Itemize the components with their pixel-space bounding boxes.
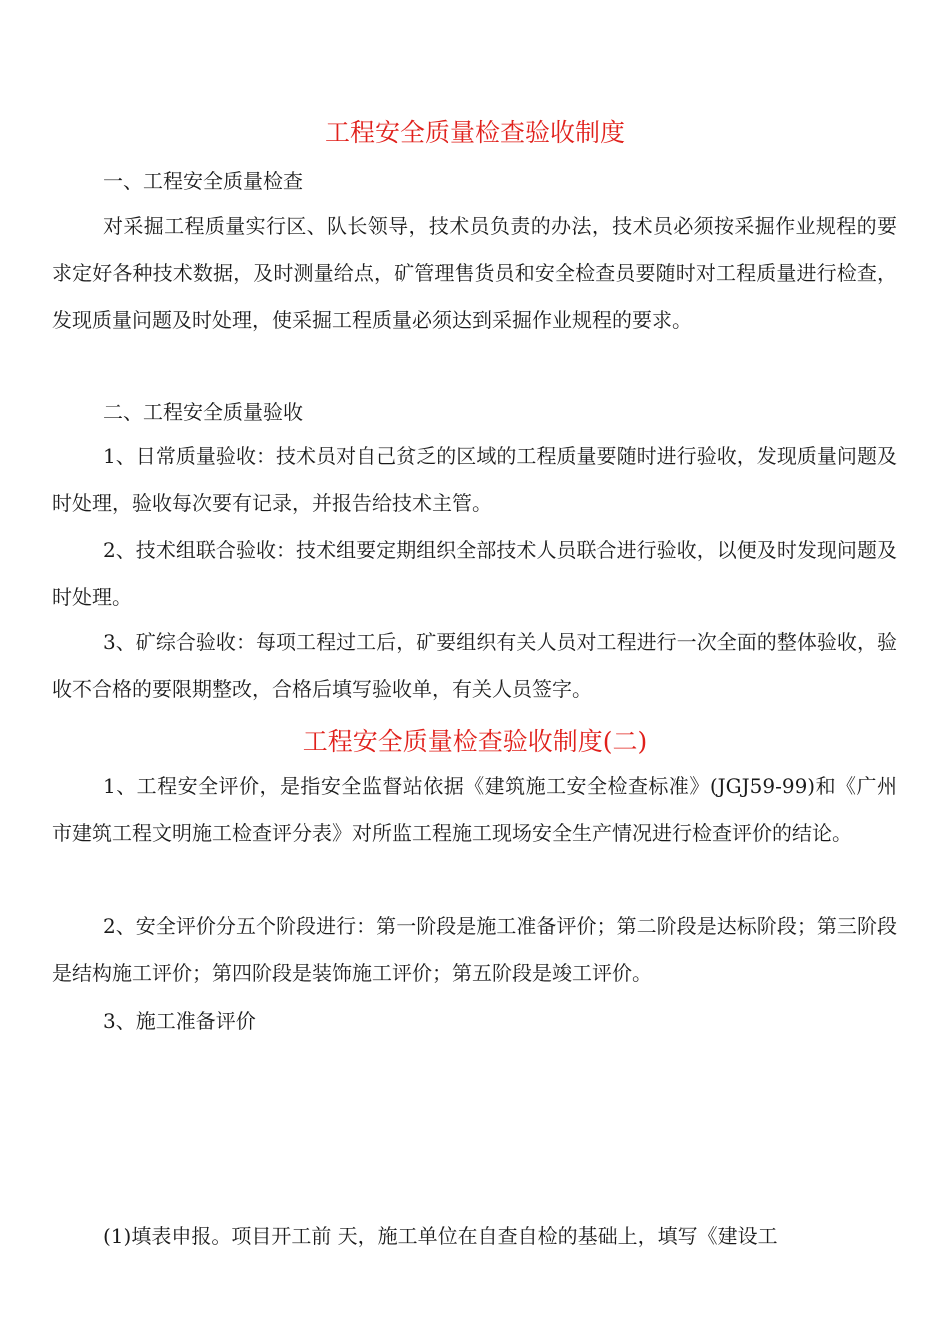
section-heading-acceptance: 二、工程安全质量验收 bbox=[103, 400, 303, 424]
document-title-part-two: 工程安全质量检查验收制度(二) bbox=[302, 727, 648, 756]
paragraph-mine-acceptance: 3、矿综合验收：每项工程过工后，矿要组织有关人员对工程进行一次全面的整体验收，验收不合格的要限期整改，合格后填写验收单，有关人员签字。 bbox=[52, 630, 897, 701]
paragraph-daily-acceptance: 1、日常质量验收：技术员对自己贫乏的区域的工程质量要随时进行验收，发现质量问题及时处理，验收每次要有记录，并报告给技术主管。 bbox=[52, 444, 897, 515]
paragraph-inspection-body: 对采掘工程质量实行区、队长领导，技术员负责的办法，技术员必须按采掘作业规程的要求定好各种技术数据，及时测量给点，矿管理售货员和安全检查员要随时对工程质量进行检查，发现质量问题及时处理，使采掘工程质量必须达到采掘作业规程的要求。 bbox=[52, 214, 897, 332]
document-title: 工程安全质量检查验收制度 bbox=[324, 118, 625, 147]
paragraph-evaluation-stages: 2、安全评价分五个阶段进行：第一阶段是施工准备评价；第二阶段是达标阶段；第三阶段是结构施工评价；第四阶段是装饰施工评价；第五阶段是竣工评价。 bbox=[52, 914, 897, 985]
paragraph-safety-evaluation: 1、工程安全评价，是指安全监督站依据《建筑施工安全检查标准》(JGJ59-99)和《广州市建筑工程文明施工检查评分表》对所监工程施工现场安全生产情况进行检查评价的结论。 bbox=[52, 774, 897, 845]
paragraph-joint-acceptance: 2、技术组联合验收：技术组要定期组织全部技术人员联合进行验收，以便及时发现问题及时处理。 bbox=[52, 538, 897, 609]
subheading-construction-preparation: 3、施工准备评价 bbox=[103, 1009, 256, 1033]
section-heading-inspection: 一、工程安全质量检查 bbox=[103, 169, 303, 193]
paragraph-fill-form: (1)填表申报。项目开工前 天，施工单位在自查自检的基础上，填写《建设工 bbox=[103, 1224, 778, 1248]
